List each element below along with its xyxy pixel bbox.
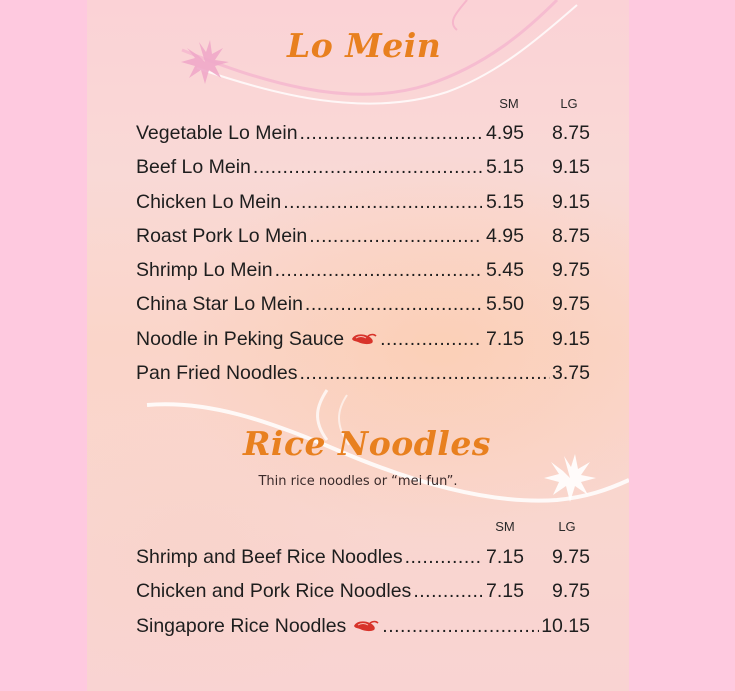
price-sm: 7.15 xyxy=(486,546,524,568)
menu-item-row xyxy=(136,122,590,146)
dot-leader xyxy=(275,259,482,282)
price-lg: 9.75 xyxy=(552,259,590,281)
item-name-text: Singapore Rice Noodles xyxy=(136,615,347,637)
item-name xyxy=(136,615,380,638)
price-lg: 9.75 xyxy=(552,580,590,602)
hot-pepper-icon xyxy=(352,619,380,633)
dot-leader xyxy=(253,156,482,179)
price-lg: 9.15 xyxy=(552,156,590,178)
dot-leader xyxy=(300,362,551,385)
dot-leader xyxy=(300,122,482,145)
item-name: Vegetable Lo Mein xyxy=(136,122,298,144)
item-name: Shrimp and Beef Rice Noodles xyxy=(136,546,403,568)
dot-leader xyxy=(283,191,482,214)
item-name: Pan Fried Noodles xyxy=(136,362,298,384)
rice-noodles-lg-header: LG xyxy=(558,519,576,534)
price-lg: 9.15 xyxy=(552,328,590,350)
rice-noodles-title: Rice Noodles xyxy=(243,424,491,463)
menu-item-row xyxy=(136,362,590,386)
menu-item-row xyxy=(136,225,590,249)
price-sm: 7.15 xyxy=(486,580,524,602)
price-sm: 5.50 xyxy=(486,293,524,315)
menu-item-row xyxy=(136,259,590,283)
price-sm: 5.15 xyxy=(486,156,524,178)
price: 3.75 xyxy=(552,362,590,384)
price: 10.15 xyxy=(541,615,590,637)
price-sm: 5.15 xyxy=(486,191,524,213)
price-lg: 9.75 xyxy=(552,293,590,315)
lo-mein-sm-header: SM xyxy=(499,96,519,111)
price-sm: 5.45 xyxy=(486,259,524,281)
menu-item-row xyxy=(136,615,590,639)
item-name: Beef Lo Mein xyxy=(136,156,251,178)
price-sm: 7.15 xyxy=(486,328,524,350)
price-lg: 8.75 xyxy=(552,225,590,247)
price-sm: 4.95 xyxy=(486,225,524,247)
menu-item-row xyxy=(136,293,590,317)
menu-item-row xyxy=(136,328,590,352)
price-lg: 9.75 xyxy=(552,546,590,568)
item-name xyxy=(136,328,378,351)
dot-leader xyxy=(305,293,482,316)
menu-item-row xyxy=(136,580,590,604)
dot-leader xyxy=(413,580,482,603)
item-name: Roast Pork Lo Mein xyxy=(136,225,308,247)
rice-noodles-subtitle: Thin rice noodles or “mei fun”. xyxy=(258,474,458,489)
dot-leader xyxy=(309,225,482,248)
price-lg: 8.75 xyxy=(552,122,590,144)
hot-pepper-icon xyxy=(350,332,378,346)
rice-noodles-sm-header: SM xyxy=(495,519,515,534)
lo-mein-lg-header: LG xyxy=(560,96,578,111)
menu-page xyxy=(87,0,629,691)
item-name: Chicken and Pork Rice Noodles xyxy=(136,580,412,602)
menu-item-row xyxy=(136,546,590,570)
menu-item-row xyxy=(136,191,590,215)
lo-mein-title: Lo Mein xyxy=(287,26,442,65)
item-name-text: Noodle in Peking Sauce xyxy=(136,328,345,350)
dot-leader xyxy=(405,546,482,569)
item-name: China Star Lo Mein xyxy=(136,293,303,315)
menu-item-row xyxy=(136,156,590,180)
item-name: Shrimp Lo Mein xyxy=(136,259,273,281)
maple-leaf-icon xyxy=(179,38,231,86)
item-name: Chicken Lo Mein xyxy=(136,191,282,213)
dot-leader xyxy=(382,615,539,638)
price-lg: 9.15 xyxy=(552,191,590,213)
dot-leader xyxy=(380,328,482,351)
price-sm: 4.95 xyxy=(486,122,524,144)
